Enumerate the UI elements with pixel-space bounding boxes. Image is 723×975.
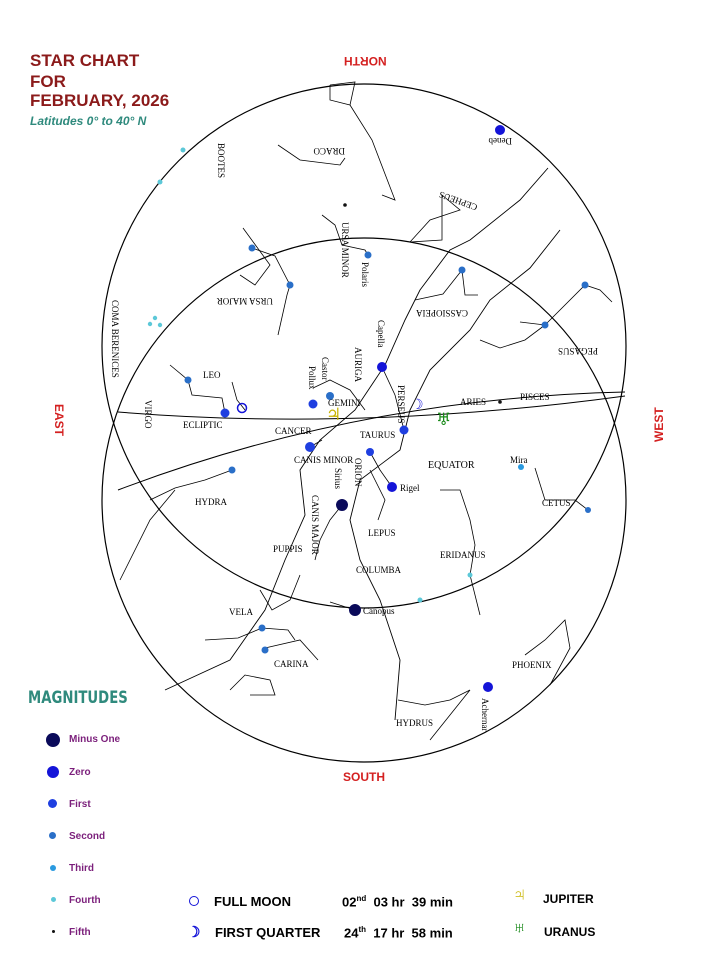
first-quarter-marker: ☽ bbox=[411, 398, 424, 413]
chart-title-line2: FOR bbox=[30, 72, 66, 91]
magnitude-fourth-dot bbox=[51, 897, 56, 902]
star-label: Castor bbox=[320, 357, 330, 381]
chart-title-line1: STAR CHART bbox=[30, 51, 140, 70]
constellation-label: LEPUS bbox=[368, 528, 396, 538]
northern-horizon-circle bbox=[102, 84, 626, 608]
star-label: Deneb bbox=[488, 136, 512, 146]
star-label: Achernar bbox=[480, 698, 490, 732]
constellation-label: PEGASUS bbox=[557, 346, 598, 356]
star-label: Pollux bbox=[307, 366, 317, 390]
constellation-label: VIRGO bbox=[143, 400, 153, 429]
constellation-label: AURIGA bbox=[353, 347, 363, 382]
magnitude-zero-dot bbox=[47, 766, 59, 778]
magnitude-third-label: Third bbox=[69, 863, 94, 874]
north-label: NORTH bbox=[344, 54, 387, 68]
magnitude-zero-label: Zero bbox=[69, 767, 91, 778]
milky-way-edge-right bbox=[350, 230, 560, 720]
west-label: WEST bbox=[652, 407, 666, 442]
star-label: Rigel bbox=[400, 483, 420, 493]
chart-title-line3: FEBRUARY, 2026 bbox=[30, 91, 170, 110]
constellation-label: LEO bbox=[203, 370, 221, 380]
south-label: SOUTH bbox=[343, 770, 385, 784]
magnitude-first-dot bbox=[48, 799, 57, 808]
full-moon-day: 02 bbox=[342, 894, 357, 910]
full-moon-icon bbox=[189, 896, 199, 906]
constellation-label: DRACO bbox=[313, 146, 345, 156]
constellation-label: HYDRUS bbox=[396, 718, 434, 728]
first-quarter-date bbox=[344, 925, 453, 940]
magnitude-fifth-label: Fifth bbox=[69, 927, 91, 938]
east-label: EAST bbox=[52, 404, 66, 437]
constellation-label: CETUS bbox=[542, 498, 571, 508]
full-moon-time: 03 hr 39 min bbox=[373, 894, 453, 910]
magnitude-second-dot bbox=[49, 832, 56, 839]
constellation-label: COLUMBA bbox=[356, 565, 402, 575]
ecliptic-label: ECLIPTIC bbox=[183, 420, 223, 430]
first-quarter-icon: ☽ bbox=[187, 924, 201, 941]
star-label: Canopus bbox=[363, 606, 395, 616]
constellation-label: CANIS MINOR bbox=[294, 455, 354, 465]
constellation-label: BOOTES bbox=[216, 143, 226, 179]
magnitude-first-label: First bbox=[69, 799, 91, 810]
constellation-label: ORION bbox=[353, 458, 363, 487]
sky-text-labels bbox=[110, 136, 598, 731]
jupiter-label: JUPITER bbox=[543, 892, 594, 906]
constellation-label: GEMINI bbox=[328, 398, 361, 408]
first-quarter-day-suffix: th bbox=[358, 925, 367, 934]
constellation-lines bbox=[120, 82, 612, 740]
constellation-label: VELA bbox=[229, 607, 253, 617]
magnitude-minus-one-label: Minus One bbox=[69, 734, 121, 745]
magnitude-fifth-dot bbox=[52, 930, 55, 933]
magnitudes-title: MAGNITUDES bbox=[28, 688, 128, 708]
constellation-label: TAURUS bbox=[360, 430, 396, 440]
first-quarter-day: 24 bbox=[344, 925, 359, 941]
magnitude-fourth-label: Fourth bbox=[69, 895, 101, 906]
uranus-marker: ♅ bbox=[436, 410, 452, 429]
uranus-icon: ♅ bbox=[512, 917, 527, 939]
equator-label: EQUATOR bbox=[428, 460, 475, 471]
full-moon-marker bbox=[238, 404, 247, 413]
constellation-label: COMA BERENICES bbox=[110, 300, 120, 378]
constellation-label: CANIS MAJOR bbox=[310, 495, 320, 555]
star-label: Polaris bbox=[360, 262, 370, 288]
constellation-label: URSA MAJOR bbox=[216, 296, 273, 306]
constellation-label: PERSEUS bbox=[396, 385, 406, 424]
constellation-label: CEPHEUS bbox=[437, 189, 479, 213]
latitudes-label: Latitudes 0° to 40° N bbox=[30, 114, 147, 128]
first-quarter-label: FIRST QUARTER bbox=[215, 925, 321, 940]
constellation-label: CASSIOPEIA bbox=[415, 308, 468, 318]
constellation-label: CARINA bbox=[274, 659, 309, 669]
full-moon-day-suffix: nd bbox=[356, 894, 367, 903]
star-label: Mira bbox=[510, 455, 528, 465]
magnitude-minus-one-dot bbox=[46, 733, 60, 747]
equator-line bbox=[118, 392, 625, 490]
constellation-label: URSA MINOR bbox=[340, 222, 350, 278]
constellation-label: PISCES bbox=[520, 392, 550, 402]
constellation-label: PHOENIX bbox=[512, 660, 552, 670]
full-moon-date bbox=[342, 894, 453, 909]
constellation-label: CANCER bbox=[275, 426, 312, 436]
constellation-label: ARIES bbox=[460, 397, 487, 407]
uranus-label: URANUS bbox=[544, 925, 596, 939]
magnitude-third-dot bbox=[50, 865, 56, 871]
magnitude-second-label: Second bbox=[69, 831, 106, 842]
star-label: Sirius bbox=[333, 468, 343, 490]
star-label: Capella bbox=[376, 320, 386, 348]
full-moon-label: FULL MOON bbox=[214, 894, 292, 909]
first-quarter-time: 17 hr 58 min bbox=[373, 925, 453, 941]
jupiter-marker: ♃ bbox=[326, 405, 342, 424]
constellation-label: HYDRA bbox=[195, 497, 228, 507]
constellation-label: ERIDANUS bbox=[440, 550, 486, 560]
jupiter-icon: ♃ bbox=[512, 884, 527, 906]
constellation-label: PUPPIS bbox=[273, 544, 303, 554]
